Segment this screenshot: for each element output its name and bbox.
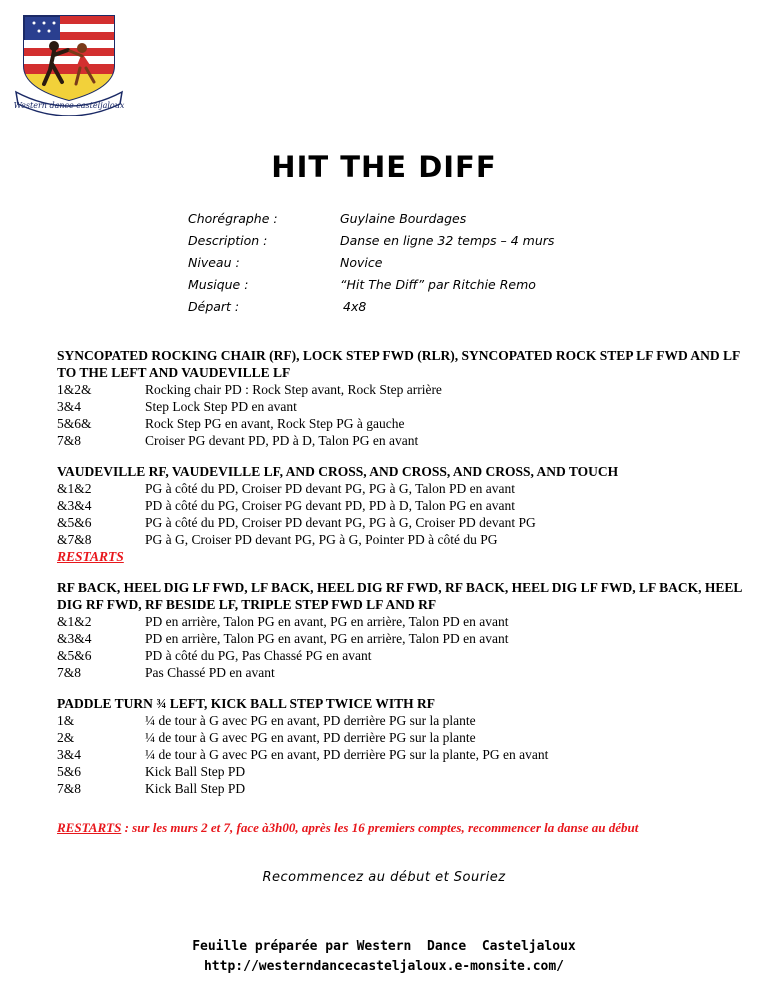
step-text: ¼ de tour à G avec PG en avant, PD derrière PG sur la plante, PG en avant <box>145 747 549 762</box>
step-count: &1&2 <box>57 614 92 629</box>
step-row <box>57 531 757 548</box>
step-text: PG à G, Croiser PD devant PG, PG à G, Pointer PD à côté du PG <box>145 532 498 547</box>
step-row <box>57 497 757 514</box>
step-count: &3&4 <box>57 631 92 646</box>
step-text: Kick Ball Step PD <box>145 781 246 796</box>
footer-credit: Feuille préparée par Western Dance Casteljaloux <box>192 939 576 954</box>
step-row <box>57 630 757 647</box>
step-text: ¼ de tour à G avec PG en avant, PD derrière PG sur la plante <box>145 730 476 745</box>
section-1 <box>57 347 757 449</box>
section-heading: VAUDEVILLE RF, VAUDEVILLE LF, AND CROSS, AND CROSS, AND CROSS, AND TOUCH <box>57 464 619 479</box>
info-label: Description : <box>188 233 268 248</box>
step-count: 7&8 <box>57 781 82 796</box>
closing-message: Recommencez au début et Souriez <box>262 870 506 885</box>
restart-note-label[interactable]: RESTARTS <box>57 820 122 835</box>
step-count: &1&2 <box>57 481 92 496</box>
page-title: HIT THE DIFF <box>271 150 497 184</box>
step-text: ¼ de tour à G avec PG en avant, PD derrière PG sur la plante <box>145 713 476 728</box>
step-text: Rock Step PG en avant, Rock Step PG à gauche <box>145 416 405 431</box>
step-count: 3&4 <box>57 747 82 762</box>
info-label: Chorégraphe : <box>188 211 278 226</box>
info-value: Guylaine Bourdages <box>340 211 467 226</box>
step-count: &3&4 <box>57 498 92 513</box>
step-text: Croiser PG devant PD, PD à D, Talon PG en avant <box>145 433 419 448</box>
info-value: 4x8 <box>343 299 367 314</box>
step-row <box>57 415 757 432</box>
section-heading: PADDLE TURN ¾ LEFT, KICK BALL STEP TWICE WITH RF <box>57 696 435 711</box>
step-count: 2& <box>57 730 75 745</box>
step-count: 5&6 <box>57 764 82 779</box>
step-count: 7&8 <box>57 433 82 448</box>
step-row <box>57 381 757 398</box>
section-4 <box>57 695 757 797</box>
step-count: 1&2& <box>57 382 92 397</box>
step-row <box>57 432 757 449</box>
step-row <box>57 480 757 497</box>
section-heading: SYNCOPATED ROCKING CHAIR (RF), LOCK STEP FWD (RLR), SYNCOPATED ROCK STEP LF FWD AND LF TO THE LEFT AND VAUDEVILLE LF <box>57 348 740 380</box>
restart-note-text: : sur les murs 2 et 7, face à3h00, après les 16 premiers comptes, recommencer la danse au début <box>121 820 639 835</box>
step-row <box>57 763 757 780</box>
step-row <box>57 514 757 531</box>
step-row <box>57 647 757 664</box>
step-count: &5&6 <box>57 515 92 530</box>
step-row <box>57 729 757 746</box>
step-row <box>57 780 757 797</box>
step-text: Step Lock Step PD en avant <box>145 399 297 414</box>
step-text: Rocking chair PD : Rock Step avant, Rock Step arrière <box>145 382 442 397</box>
step-row <box>57 712 757 729</box>
section-heading: RF BACK, HEEL DIG LF FWD, LF BACK, HEEL DIG RF FWD, RF BACK, HEEL DIG LF FWD, LF BACK, HEEL DIG RF FWD, RF BESIDE LF, TRIPLE STEP FWD LF AND RF <box>57 580 742 612</box>
step-text: PG à côté du PD, Croiser PD devant PG, PG à G, Talon PD en avant <box>145 481 516 496</box>
step-row <box>57 398 757 415</box>
western-dance-logo <box>10 8 128 116</box>
section-2 <box>57 463 757 565</box>
step-count: 5&6& <box>57 416 92 431</box>
footer-url-link[interactable]: http://westerndancecasteljaloux.e-monsite.com/ <box>203 959 565 974</box>
step-row <box>57 664 757 681</box>
step-row <box>57 613 757 630</box>
step-text: PD à côté du PG, Pas Chassé PG en avant <box>145 648 372 663</box>
step-text: PD à côté du PG, Croiser PG devant PD, PD à D, Talon PG en avant <box>145 498 516 513</box>
step-text: Pas Chassé PD en avant <box>145 665 275 680</box>
info-value: Danse en ligne 32 temps – 4 murs <box>340 233 555 248</box>
info-value: “Hit The Diff” par Ritchie Remo <box>340 277 536 292</box>
svg-text:Western dance casteljaloux: Western dance casteljaloux <box>13 101 125 110</box>
logo-icon <box>10 8 128 116</box>
step-text: PG à côté du PD, Croiser PD devant PG, PG à G, Croiser PD devant PG <box>145 515 536 530</box>
step-count: &5&6 <box>57 648 92 663</box>
step-text: PD en arrière, Talon PG en avant, PG en arrière, Talon PD en avant <box>145 614 509 629</box>
info-label: Départ : <box>188 299 240 314</box>
step-sheet <box>57 347 757 811</box>
step-text: Kick Ball Step PD <box>145 764 246 779</box>
info-label: Musique : <box>188 277 249 292</box>
restarts-link[interactable]: RESTARTS <box>57 549 124 564</box>
info-value: Novice <box>340 255 383 270</box>
section-3 <box>57 579 757 681</box>
footer <box>0 937 768 977</box>
restart-note <box>57 820 767 836</box>
step-row <box>57 746 757 763</box>
step-count: &7&8 <box>57 532 92 547</box>
step-text: PD en arrière, Talon PG en avant, PG en arrière, Talon PD en avant <box>145 631 509 646</box>
step-count: 3&4 <box>57 399 82 414</box>
step-count: 7&8 <box>57 665 82 680</box>
info-label: Niveau : <box>188 255 240 270</box>
step-count: 1& <box>57 713 75 728</box>
